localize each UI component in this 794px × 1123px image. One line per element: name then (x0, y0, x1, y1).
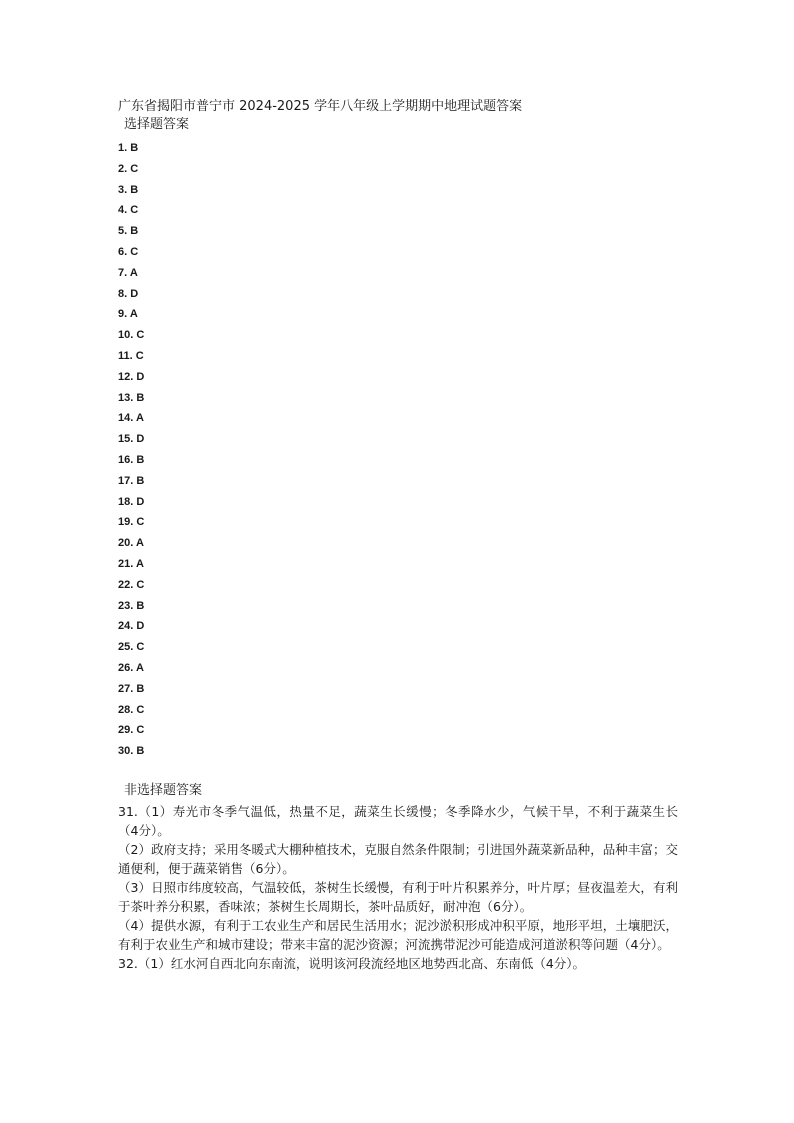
choice-answer-item: 26. A (118, 661, 144, 674)
choice-answer-item: 5. B (118, 225, 139, 238)
answer-paragraph: （4）提供水源，有利于工农业生产和居民生活用水；泥沙淤积形成冲积平原，地形平坦，土壤肥沃，有利于农业生产和城市建设；带来丰富的泥沙资源；河流携带泥沙可能造成河道淤积等问题（4分）。 (118, 918, 678, 952)
choice-answer-item: 12. D (118, 370, 145, 383)
choice-answer-item: 10. C (118, 329, 145, 342)
choice-answer-item: 27. B (118, 682, 145, 695)
choice-answer-item: 18. D (118, 495, 145, 508)
choice-section-heading: 选择题答案 (124, 117, 190, 132)
answer-paragraph: （2）政府支持；采用冬暖式大棚种植技术，克服自然条件限制；引进国外蔬菜新品种，品种丰富；交通便利，便于蔬菜销售（6分）。 (118, 842, 678, 876)
choice-answer-item: 6. C (118, 245, 139, 258)
choice-answer-item: 13. B (118, 391, 145, 404)
choice-answer-item: 15. D (118, 433, 145, 446)
choice-answer-item: 17. B (118, 474, 145, 487)
choice-answer-item: 30. B (118, 745, 145, 758)
non-choice-section (118, 782, 678, 973)
choice-answer-list (118, 138, 678, 762)
choice-answer-item: 3. B (118, 183, 139, 196)
choice-answer-item: 14. A (118, 412, 144, 425)
choice-answer-item: 25. C (118, 641, 145, 654)
non-choice-section-heading: 非选择题答案 (124, 783, 203, 798)
choice-answer-item: 23. B (118, 599, 145, 612)
choice-answer-item: 4. C (118, 204, 139, 217)
choice-answer-item: 9. A (118, 308, 138, 321)
choice-answer-item: 1. B (118, 142, 139, 154)
choice-answer-item: 21. A (118, 557, 144, 570)
document-title: 广东省揭阳市普宁市 2024-2025 学年八年级上学期期中地理试题答案 (118, 99, 523, 114)
choice-answer-item: 7. A (118, 266, 138, 279)
answer-paragraph: 31.（1）寿光市冬季气温低，热量不足，蔬菜生长缓慢；冬季降水少，气候干旱，不利于蔬菜生长（4分）。 (118, 804, 678, 838)
answer-document (118, 98, 678, 971)
choice-answer-item: 29. C (118, 724, 145, 737)
choice-answer-item: 20. A (118, 537, 144, 550)
answer-paragraph: （3）日照市纬度较高，气温较低，茶树生长缓慢，有利于叶片积累养分，叶片厚；昼夜温差大，有利于茶叶养分积累，香味浓；茶树生长周期长，茶叶品质好，耐冲泡（6分）。 (118, 880, 678, 914)
choice-answer-item: 16. B (118, 453, 145, 466)
choice-answer-item: 8. D (118, 287, 139, 300)
choice-answer-item: 2. C (118, 162, 139, 175)
choice-answer-item: 11. C (118, 349, 144, 362)
choice-answer-item: 19. C (118, 516, 145, 529)
choice-answer-item: 28. C (118, 703, 145, 716)
choice-answer-item: 24. D (118, 620, 145, 633)
choice-answer-item: 22. C (118, 578, 145, 591)
answer-paragraph: 32.（1）红水河自西北向东南流，说明该河段流经地区地势西北高、东南低（4分）。 (118, 956, 586, 971)
